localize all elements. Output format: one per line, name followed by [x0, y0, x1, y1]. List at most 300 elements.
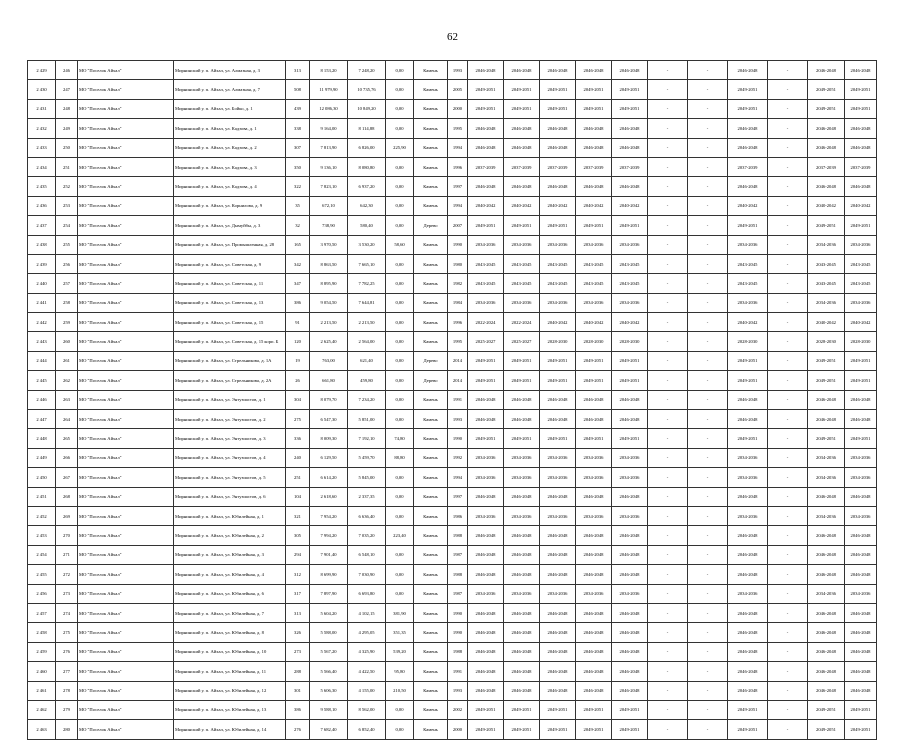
residential-area-cell: 4 155,00: [348, 681, 386, 700]
work-period-1-cell: 2049-2051: [468, 216, 504, 235]
work-period-8-cell: 2046-2048: [728, 662, 768, 681]
non-residential-area-cell: 0,00: [386, 487, 414, 506]
residential-area-cell: 3 530,20: [348, 235, 386, 254]
work-period-3-cell: 2046-2048: [540, 177, 576, 196]
work-period-4-cell: 2049-2051: [576, 720, 612, 739]
work-period-9-cell: -: [768, 177, 808, 196]
commissioning-year-cell: 1994: [448, 138, 468, 157]
municipal-number-cell: 249: [56, 119, 78, 138]
work-period-7-cell: -: [688, 332, 728, 351]
work-period-4-cell: 2046-2048: [576, 177, 612, 196]
residents-count-cell: 313: [286, 61, 310, 80]
work-period-6-cell: -: [648, 216, 688, 235]
work-period-8-cell: 2043-2045: [728, 254, 768, 273]
work-period-1-cell: 2034-2036: [468, 293, 504, 312]
work-period-5-cell: 2046-2048: [612, 642, 648, 661]
municipality-name-cell: МО "Поселок Айхал": [78, 487, 174, 506]
work-period-4-cell: 2046-2048: [576, 487, 612, 506]
non-residential-area-cell: 0,00: [386, 565, 414, 584]
work-period-9-cell: -: [768, 216, 808, 235]
wall-material-cell: Дерево: [414, 216, 448, 235]
work-period-7-cell: -: [688, 157, 728, 176]
non-residential-area-cell: 0,00: [386, 293, 414, 312]
residential-area-cell: 580,40: [348, 216, 386, 235]
municipal-number-cell: 250: [56, 138, 78, 157]
commissioning-year-cell: 1993: [448, 410, 468, 429]
residential-area-cell: 7 234,20: [348, 390, 386, 409]
work-period-7-cell: -: [688, 448, 728, 467]
work-period-3-cell: 2046-2048: [540, 138, 576, 157]
work-period-8-cell: 2049-2051: [728, 216, 768, 235]
commissioning-year-cell: 1993: [448, 681, 468, 700]
row-number-cell: 2 442: [28, 313, 56, 332]
residential-area-cell: 8 562,00: [348, 700, 386, 719]
non-residential-area-cell: 381,90: [386, 603, 414, 622]
work-period-11-cell: 2049-2051: [845, 351, 877, 370]
row-number-cell: 2 450: [28, 468, 56, 487]
work-period-1-cell: 2034-2036: [468, 584, 504, 603]
work-period-3-cell: 2049-2051: [540, 429, 576, 448]
wall-material-cell: Камень: [414, 390, 448, 409]
municipality-name-cell: МО "Поселок Айхал": [78, 254, 174, 273]
wall-material-cell: Камень: [414, 410, 448, 429]
non-residential-area-cell: 210,50: [386, 681, 414, 700]
work-period-2-cell: 2043-2045: [504, 274, 540, 293]
building-address-cell: Мирнинский у. п. Айхал, ул. Кадзова, д. 4: [174, 177, 286, 196]
commissioning-year-cell: 2000: [448, 720, 468, 739]
work-period-8-cell: 2049-2051: [728, 720, 768, 739]
work-period-4-cell: 2040-2042: [576, 196, 612, 215]
row-number-cell: 2 458: [28, 623, 56, 642]
municipality-name-cell: МО "Поселок Айхал": [78, 506, 174, 525]
work-period-6-cell: -: [648, 371, 688, 390]
work-period-5-cell: 2046-2048: [612, 545, 648, 564]
work-period-11-cell: 2034-2036: [845, 293, 877, 312]
work-period-11-cell: 2040-2042: [845, 313, 877, 332]
work-period-11-cell: 2046-2048: [845, 177, 877, 196]
non-residential-area-cell: 223,40: [386, 526, 414, 545]
work-period-7-cell: -: [688, 545, 728, 564]
work-period-5-cell: 2046-2048: [612, 119, 648, 138]
work-period-8-cell: 2046-2048: [728, 642, 768, 661]
work-period-3-cell: 2034-2036: [540, 235, 576, 254]
work-period-11-cell: 2046-2048: [845, 545, 877, 564]
work-period-2-cell: 2049-2051: [504, 351, 540, 370]
work-period-9-cell: -: [768, 603, 808, 622]
work-period-3-cell: 2043-2045: [540, 254, 576, 273]
work-period-1-cell: 2046-2048: [468, 642, 504, 661]
work-period-4-cell: 2043-2045: [576, 254, 612, 273]
work-period-5-cell: 2046-2048: [612, 526, 648, 545]
work-period-9-cell: -: [768, 80, 808, 99]
work-period-10-cell: 2034-2036: [808, 584, 845, 603]
residential-area-cell: 8 114,88: [348, 119, 386, 138]
work-period-1-cell: 2034-2036: [468, 235, 504, 254]
residential-area-cell: 4 422,50: [348, 662, 386, 681]
residents-count-cell: 386: [286, 700, 310, 719]
municipal-number-cell: 251: [56, 157, 78, 176]
municipality-name-cell: МО "Поселок Айхал": [78, 468, 174, 487]
municipality-name-cell: МО "Поселок Айхал": [78, 720, 174, 739]
work-period-1-cell: 2046-2048: [468, 662, 504, 681]
municipality-name-cell: МО "Поселок Айхал": [78, 390, 174, 409]
residential-area-cell: 2 213,50: [348, 313, 386, 332]
work-period-5-cell: 2034-2036: [612, 584, 648, 603]
work-period-8-cell: 2040-2042: [728, 313, 768, 332]
municipality-name-cell: МО "Поселок Айхал": [78, 235, 174, 254]
work-period-4-cell: 2046-2048: [576, 410, 612, 429]
work-period-2-cell: 2046-2048: [504, 526, 540, 545]
work-period-4-cell: 2040-2042: [576, 313, 612, 332]
residential-area-cell: 7 030,90: [348, 565, 386, 584]
municipality-name-cell: МО "Поселок Айхал": [78, 99, 174, 118]
wall-material-cell: Дерево: [414, 371, 448, 390]
municipality-name-cell: МО "Поселок Айхал": [78, 196, 174, 215]
work-period-9-cell: -: [768, 545, 808, 564]
municipal-number-cell: 253: [56, 196, 78, 215]
municipality-name-cell: МО "Поселок Айхал": [78, 157, 174, 176]
work-period-8-cell: 2046-2048: [728, 545, 768, 564]
work-period-10-cell: 2046-2048: [808, 177, 845, 196]
non-residential-area-cell: 0,00: [386, 80, 414, 99]
work-period-3-cell: 2046-2048: [540, 61, 576, 80]
work-period-1-cell: 2037-2039: [468, 157, 504, 176]
work-period-9-cell: -: [768, 119, 808, 138]
work-period-9-cell: -: [768, 681, 808, 700]
work-period-1-cell: 2022-2024: [468, 313, 504, 332]
work-period-2-cell: 2046-2048: [504, 662, 540, 681]
total-area-cell: 8 699,90: [310, 565, 348, 584]
non-residential-area-cell: 74,80: [386, 429, 414, 448]
work-period-7-cell: -: [688, 623, 728, 642]
work-period-1-cell: 2049-2051: [468, 99, 504, 118]
row-number-cell: 2 440: [28, 274, 56, 293]
non-residential-area-cell: 0,00: [386, 177, 414, 196]
work-period-6-cell: -: [648, 80, 688, 99]
work-period-2-cell: 2049-2051: [504, 429, 540, 448]
work-period-8-cell: 2049-2051: [728, 700, 768, 719]
work-period-6-cell: -: [648, 642, 688, 661]
total-area-cell: 5 606,30: [310, 681, 348, 700]
work-period-10-cell: 2049-2051: [808, 371, 845, 390]
residents-count-cell: 305: [286, 526, 310, 545]
municipality-name-cell: МО "Поселок Айхал": [78, 80, 174, 99]
residents-count-cell: 165: [286, 235, 310, 254]
building-address-cell: Мирнинский у. п. Айхал, ул. Алмазная, д. 7: [174, 80, 286, 99]
total-area-cell: 8 153,20: [310, 61, 348, 80]
work-period-8-cell: 2046-2048: [728, 603, 768, 622]
municipality-name-cell: МО "Поселок Айхал": [78, 410, 174, 429]
municipality-name-cell: МО "Поселок Айхал": [78, 642, 174, 661]
residential-area-cell: 7 192,10: [348, 429, 386, 448]
work-period-5-cell: 2037-2039: [612, 157, 648, 176]
total-area-cell: 9 054,50: [310, 293, 348, 312]
building-address-cell: Мирнинский у. п. Айхал, ул. Энтузиастов, д. 1: [174, 390, 286, 409]
work-period-6-cell: -: [648, 332, 688, 351]
work-period-9-cell: -: [768, 138, 808, 157]
commissioning-year-cell: 1987: [448, 545, 468, 564]
work-period-11-cell: 2046-2048: [845, 487, 877, 506]
table-row: [28, 177, 877, 196]
building-address-cell: Мирнинский у. п. Айхал, ул. Алмазная, д. 3: [174, 61, 286, 80]
work-period-8-cell: 2049-2051: [728, 429, 768, 448]
work-period-8-cell: 2034-2036: [728, 293, 768, 312]
work-period-9-cell: -: [768, 526, 808, 545]
work-period-5-cell: 2040-2042: [612, 313, 648, 332]
wall-material-cell: Камень: [414, 177, 448, 196]
commissioning-year-cell: 2014: [448, 351, 468, 370]
work-period-4-cell: 2046-2048: [576, 61, 612, 80]
work-period-1-cell: 2046-2048: [468, 487, 504, 506]
work-period-3-cell: 2034-2036: [540, 468, 576, 487]
municipality-name-cell: МО "Поселок Айхал": [78, 700, 174, 719]
work-period-11-cell: 2037-2039: [845, 157, 877, 176]
wall-material-cell: Камень: [414, 681, 448, 700]
work-period-6-cell: -: [648, 487, 688, 506]
work-period-10-cell: 2049-2051: [808, 351, 845, 370]
municipality-name-cell: МО "Поселок Айхал": [78, 662, 174, 681]
work-period-4-cell: 2037-2039: [576, 157, 612, 176]
residents-count-cell: 301: [286, 681, 310, 700]
residents-count-cell: 19: [286, 351, 310, 370]
work-period-4-cell: 2046-2048: [576, 681, 612, 700]
work-period-2-cell: 2046-2048: [504, 410, 540, 429]
wall-material-cell: Камень: [414, 332, 448, 351]
table-row: [28, 313, 877, 332]
municipality-name-cell: МО "Поселок Айхал": [78, 448, 174, 467]
residential-area-cell: 6 693,80: [348, 584, 386, 603]
municipal-number-cell: 272: [56, 565, 78, 584]
building-address-cell: Мирнинский у. п. Айхал, ул. Юбилейная, д. 12: [174, 681, 286, 700]
wall-material-cell: Камень: [414, 313, 448, 332]
total-area-cell: 3 970,50: [310, 235, 348, 254]
work-period-7-cell: -: [688, 468, 728, 487]
municipal-number-cell: 276: [56, 642, 78, 661]
work-period-9-cell: -: [768, 99, 808, 118]
total-area-cell: 672,10: [310, 196, 348, 215]
commissioning-year-cell: 1988: [448, 526, 468, 545]
row-number-cell: 2 453: [28, 526, 56, 545]
residents-count-cell: 336: [286, 429, 310, 448]
row-number-cell: 2 430: [28, 80, 56, 99]
non-residential-area-cell: 95,80: [386, 662, 414, 681]
building-address-cell: Мирнинский у. п. Айхал, ул. Юбилейная, д. 3: [174, 545, 286, 564]
work-period-1-cell: 2049-2051: [468, 700, 504, 719]
commissioning-year-cell: 1992: [448, 448, 468, 467]
work-period-8-cell: 2040-2042: [728, 196, 768, 215]
work-period-3-cell: 2046-2048: [540, 681, 576, 700]
work-period-1-cell: 2034-2036: [468, 506, 504, 525]
table-row: [28, 526, 877, 545]
work-period-7-cell: -: [688, 662, 728, 681]
work-period-9-cell: -: [768, 487, 808, 506]
total-area-cell: 2 618,60: [310, 487, 348, 506]
residential-area-cell: 10 735,76: [348, 80, 386, 99]
work-period-10-cell: 2034-2036: [808, 235, 845, 254]
total-area-cell: 7 901,40: [310, 545, 348, 564]
work-period-1-cell: 2049-2051: [468, 720, 504, 739]
work-period-5-cell: 2046-2048: [612, 662, 648, 681]
work-period-4-cell: 2046-2048: [576, 565, 612, 584]
work-period-8-cell: 2046-2048: [728, 681, 768, 700]
work-period-10-cell: 2040-2042: [808, 196, 845, 215]
work-period-2-cell: 2034-2036: [504, 448, 540, 467]
municipal-number-cell: 279: [56, 700, 78, 719]
table-row: [28, 99, 877, 118]
row-number-cell: 2 448: [28, 429, 56, 448]
work-period-9-cell: -: [768, 351, 808, 370]
work-period-5-cell: 2049-2051: [612, 351, 648, 370]
commissioning-year-cell: 1990: [448, 603, 468, 622]
work-period-11-cell: 2046-2048: [845, 603, 877, 622]
work-period-1-cell: 2046-2048: [468, 61, 504, 80]
wall-material-cell: Камень: [414, 623, 448, 642]
municipal-number-cell: 263: [56, 390, 78, 409]
table-row: [28, 332, 877, 351]
residents-count-cell: 251: [286, 468, 310, 487]
work-period-3-cell: 2046-2048: [540, 623, 576, 642]
non-residential-area-cell: 0,00: [386, 157, 414, 176]
work-period-6-cell: -: [648, 235, 688, 254]
residents-count-cell: 273: [286, 642, 310, 661]
work-period-4-cell: 2046-2048: [576, 662, 612, 681]
building-address-cell: Мирнинский у. п. Айхал, ул. Энтузиастов, д. 2: [174, 410, 286, 429]
municipality-name-cell: МО "Поселок Айхал": [78, 429, 174, 448]
commissioning-year-cell: 1994: [448, 468, 468, 487]
table-row: [28, 700, 877, 719]
work-period-10-cell: 2046-2048: [808, 526, 845, 545]
work-period-11-cell: 2046-2048: [845, 662, 877, 681]
building-address-cell: Мирнинский у. п. Айхал, ул. Советская, д. 11: [174, 274, 286, 293]
municipal-number-cell: 266: [56, 448, 78, 467]
work-period-7-cell: -: [688, 526, 728, 545]
work-period-9-cell: -: [768, 642, 808, 661]
total-area-cell: 5 566,40: [310, 662, 348, 681]
residential-area-cell: 7 782,25: [348, 274, 386, 293]
row-number-cell: 2 434: [28, 157, 56, 176]
work-period-5-cell: 2034-2036: [612, 448, 648, 467]
work-period-1-cell: 2046-2048: [468, 410, 504, 429]
municipal-number-cell: 259: [56, 313, 78, 332]
table-row: [28, 623, 877, 642]
building-address-cell: Мирнинский у. п. Айхал, ул. Кадзова, д. 3: [174, 157, 286, 176]
building-address-cell: Мирнинский у. п. Айхал, ул. Советская, д. 13: [174, 293, 286, 312]
municipal-number-cell: 264: [56, 410, 78, 429]
non-residential-area-cell: 0,00: [386, 468, 414, 487]
residents-count-cell: 275: [286, 410, 310, 429]
work-period-6-cell: -: [648, 157, 688, 176]
work-period-6-cell: -: [648, 545, 688, 564]
work-period-6-cell: -: [648, 623, 688, 642]
residents-count-cell: 32: [286, 216, 310, 235]
non-residential-area-cell: 0,00: [386, 332, 414, 351]
work-period-8-cell: 2046-2048: [728, 487, 768, 506]
work-period-11-cell: 2049-2051: [845, 80, 877, 99]
wall-material-cell: Камень: [414, 720, 448, 739]
building-address-cell: Мирнинский у. п. Айхал, ул. Юбилейная, д. 7: [174, 603, 286, 622]
residents-count-cell: 439: [286, 99, 310, 118]
work-period-6-cell: -: [648, 313, 688, 332]
work-period-4-cell: 2034-2036: [576, 293, 612, 312]
work-period-9-cell: -: [768, 254, 808, 273]
building-address-cell: Мирнинский у. п. Айхал, ул. Кадзова, д. 1: [174, 119, 286, 138]
work-period-5-cell: 2046-2048: [612, 61, 648, 80]
municipal-number-cell: 277: [56, 662, 78, 681]
residents-count-cell: 276: [286, 720, 310, 739]
wall-material-cell: Камень: [414, 99, 448, 118]
work-period-7-cell: -: [688, 410, 728, 429]
work-period-3-cell: 2049-2051: [540, 80, 576, 99]
work-period-8-cell: 2034-2036: [728, 448, 768, 467]
building-address-cell: Мирнинский у. п. Айхал, ул. Дымуйбы, д. 3: [174, 216, 286, 235]
work-period-4-cell: 2049-2051: [576, 700, 612, 719]
work-period-10-cell: 2043-2045: [808, 274, 845, 293]
building-address-cell: Мирнинский у. п. Айхал, ул. Юбилейная, д. 13: [174, 700, 286, 719]
work-period-11-cell: 2046-2048: [845, 526, 877, 545]
building-address-cell: Мирнинский у. п. Айхал, ул. Юбилейная, д. 14: [174, 720, 286, 739]
total-area-cell: 6 129,50: [310, 448, 348, 467]
work-period-4-cell: 2046-2048: [576, 623, 612, 642]
work-period-11-cell: 2049-2051: [845, 429, 877, 448]
row-number-cell: 2 449: [28, 448, 56, 467]
work-period-1-cell: 2046-2048: [468, 545, 504, 564]
work-period-7-cell: -: [688, 235, 728, 254]
commissioning-year-cell: 1988: [448, 642, 468, 661]
wall-material-cell: Дерево: [414, 351, 448, 370]
work-period-4-cell: 2034-2036: [576, 584, 612, 603]
work-period-7-cell: -: [688, 80, 728, 99]
commissioning-year-cell: 1986: [448, 506, 468, 525]
building-address-cell: Мирнинский у. п. Айхал, ул. Стрельникова, д. 1А: [174, 351, 286, 370]
work-period-4-cell: 2046-2048: [576, 545, 612, 564]
work-period-3-cell: 2046-2048: [540, 642, 576, 661]
residential-area-cell: 7 665,10: [348, 254, 386, 273]
work-period-9-cell: -: [768, 235, 808, 254]
residential-area-cell: 459,80: [348, 371, 386, 390]
work-period-5-cell: 2046-2048: [612, 565, 648, 584]
municipal-number-cell: 261: [56, 351, 78, 370]
non-residential-area-cell: 0,00: [386, 196, 414, 215]
row-number-cell: 2 456: [28, 584, 56, 603]
table-row: [28, 138, 877, 157]
work-period-3-cell: 2046-2048: [540, 119, 576, 138]
work-period-10-cell: 2046-2048: [808, 487, 845, 506]
page-number: 62: [447, 31, 458, 43]
municipal-number-cell: 258: [56, 293, 78, 312]
wall-material-cell: Камень: [414, 448, 448, 467]
work-period-11-cell: 2034-2036: [845, 448, 877, 467]
wall-material-cell: Камень: [414, 138, 448, 157]
work-period-10-cell: 2046-2048: [808, 119, 845, 138]
municipality-name-cell: МО "Поселок Айхал": [78, 526, 174, 545]
residential-area-cell: 2 337,35: [348, 487, 386, 506]
total-area-cell: 11 979,90: [310, 80, 348, 99]
work-period-10-cell: 2049-2051: [808, 99, 845, 118]
work-period-11-cell: 2028-2030: [845, 332, 877, 351]
total-area-cell: 12 086,30: [310, 99, 348, 118]
residential-area-cell: 10 849,20: [348, 99, 386, 118]
work-period-2-cell: 2040-2042: [504, 196, 540, 215]
municipality-name-cell: МО "Поселок Айхал": [78, 603, 174, 622]
residents-count-cell: 508: [286, 80, 310, 99]
residents-count-cell: 307: [286, 138, 310, 157]
work-period-8-cell: 2049-2051: [728, 371, 768, 390]
work-period-10-cell: 2049-2051: [808, 216, 845, 235]
work-period-2-cell: 2046-2048: [504, 623, 540, 642]
total-area-cell: 9 136,10: [310, 157, 348, 176]
municipal-number-cell: 254: [56, 216, 78, 235]
work-period-8-cell: 2034-2036: [728, 235, 768, 254]
